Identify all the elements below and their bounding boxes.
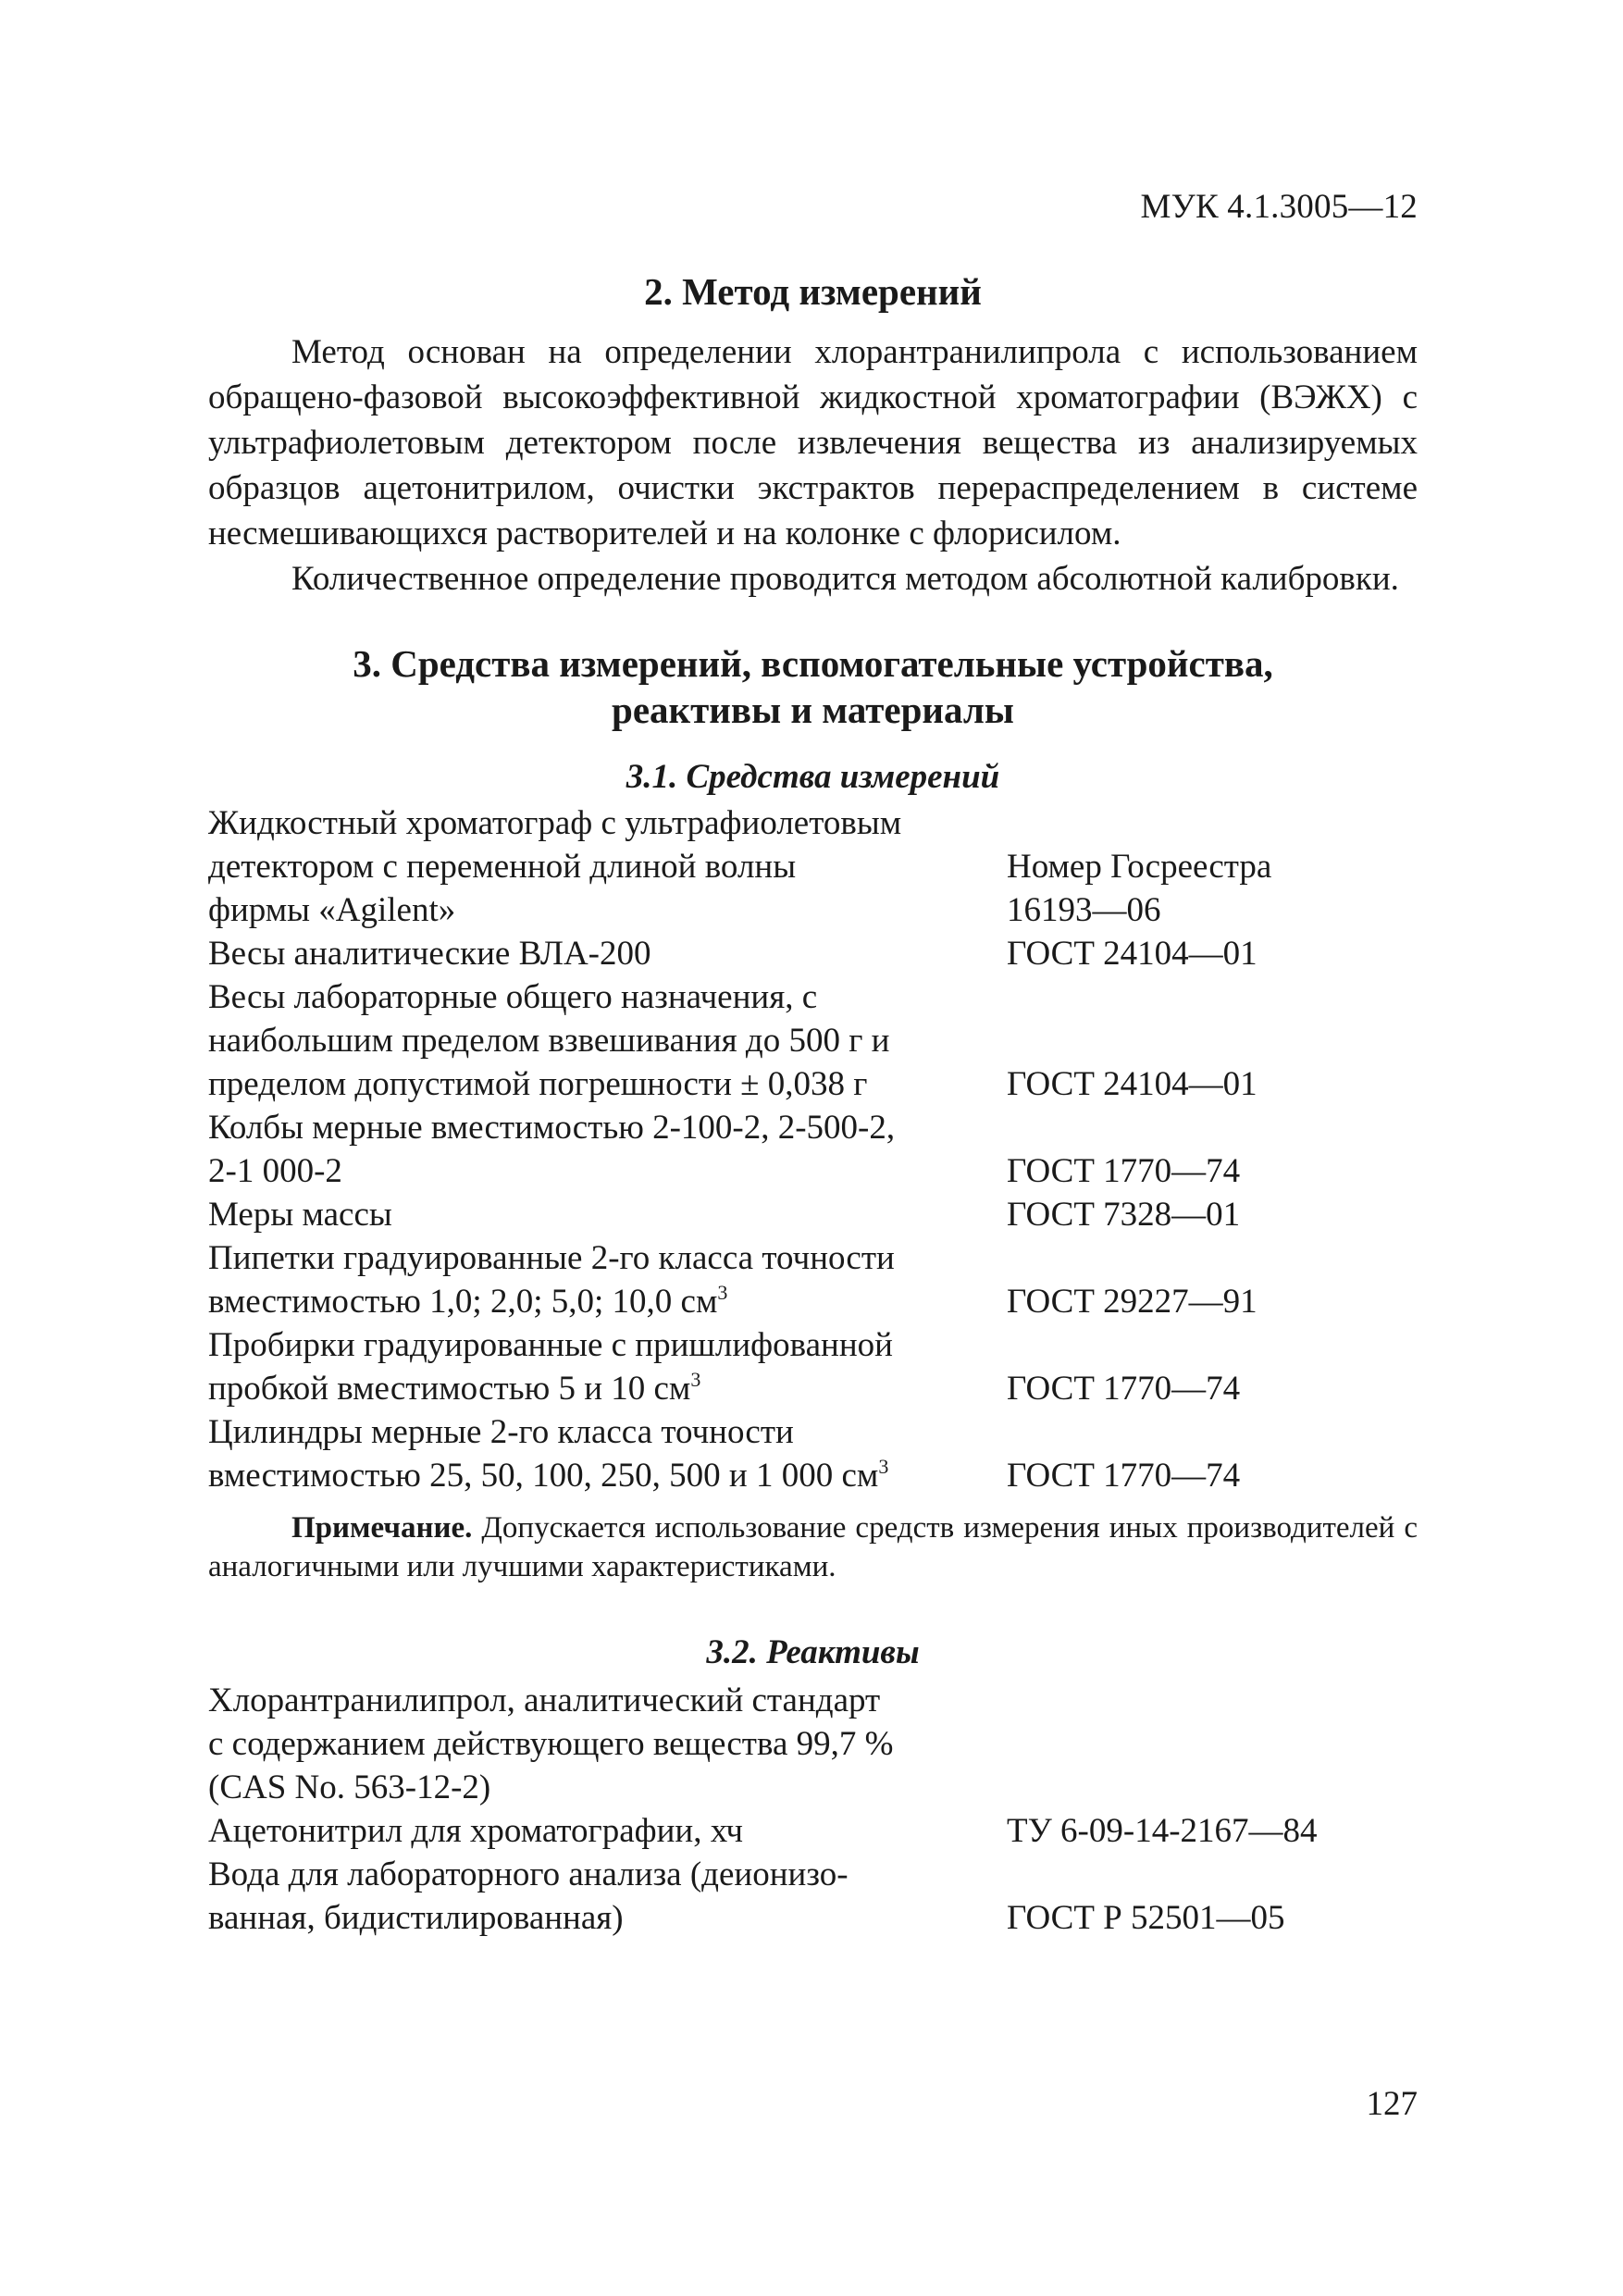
item-name-line	[208, 1019, 990, 1062]
section-2-paragraph-1: Метод основан на определении хлорантранилипрола с использованием обращено-фазовой высокоэффективной жидкостной хроматографии (ВЭЖХ) с ультрафиолетовым детектором после извлечения вещества из анализируемых образцов ацетонитрилом, очистки экстрактов перераспределением в системе несмешивающихся растворителей и на колонке с флорисилом.	[208, 333, 1418, 552]
item-name-line	[208, 1410, 990, 1454]
item-name-line	[208, 845, 990, 888]
item-standard-line: ТУ 6-09-14-2167—84	[1007, 1812, 1318, 1850]
table-row	[208, 1809, 1418, 1853]
item-name	[208, 1809, 1007, 1853]
item-name-text: Вода для лабораторного анализа (деионизо-	[208, 1855, 849, 1893]
item-name	[208, 1410, 1007, 1497]
item-name	[208, 1106, 1007, 1193]
item-name-text: Цилиндры мерные 2-го класса точности	[208, 1413, 794, 1451]
item-name-line	[208, 888, 990, 932]
item-standard	[1007, 1323, 1418, 1410]
section-2-title: 2. Метод измерений	[644, 270, 982, 313]
item-name-line	[208, 1454, 990, 1497]
unit-superscript: 3	[690, 1368, 701, 1391]
item-name-line	[208, 1323, 990, 1367]
unit-superscript: 3	[878, 1455, 889, 1478]
item-name-text: ванная, бидистилированная)	[208, 1899, 624, 1937]
item-name-text: Хлорантранилипрол, аналитический стандарт	[208, 1682, 881, 1719]
item-name-text: Колбы мерные вместимостью 2-100-2, 2-500-2,	[208, 1109, 896, 1147]
item-name-text: 2-1 000-2	[208, 1152, 342, 1190]
item-name-text: фирмы «Agilent»	[208, 891, 456, 929]
item-standard	[1007, 1236, 1418, 1323]
item-name-text: вместимостью 1,0; 2,0; 5,0; 10,0 см	[208, 1283, 718, 1321]
table-row	[208, 975, 1418, 1106]
item-name-line	[208, 1766, 990, 1809]
item-standard	[1007, 1106, 1418, 1193]
table-row	[208, 1106, 1418, 1193]
item-name-text: (CAS No. 563-12-2)	[208, 1769, 491, 1806]
item-name-line	[208, 1809, 990, 1853]
item-name-text: Пробирки градуированные с пришлифованной	[208, 1326, 893, 1364]
reagents-table	[208, 1679, 1418, 1940]
item-name-line	[208, 1236, 990, 1280]
item-name-text: Ацетонитрил для хроматографии, хч	[208, 1812, 743, 1850]
table-row	[208, 1410, 1418, 1497]
item-name-text: детектором с переменной длиной волны	[208, 848, 797, 886]
note-label: Примечание.	[291, 1511, 473, 1545]
item-name-text: Жидкостный хроматограф с ультрафиолетовым	[208, 804, 902, 842]
item-name-line	[208, 1896, 990, 1940]
section-2-paragraph-2: Количественное определение проводится методом абсолютной калибровки.	[291, 560, 1399, 598]
item-standard-line: ГОСТ Р 52501—05	[1007, 1899, 1285, 1937]
item-name-line	[208, 1106, 990, 1149]
item-name-line	[208, 1149, 990, 1193]
item-name-line	[208, 932, 990, 975]
section-3-title	[208, 640, 1418, 733]
page-number: 127	[1366, 2085, 1418, 2123]
item-standard-line: ГОСТ 1770—74	[1007, 1152, 1241, 1190]
item-name-line	[208, 1280, 990, 1323]
item-name-line	[208, 1722, 990, 1766]
table-row	[208, 1853, 1418, 1940]
item-standard	[1007, 975, 1418, 1106]
unit-superscript: 3	[717, 1281, 728, 1304]
item-name-line	[208, 801, 990, 845]
note	[208, 1508, 1418, 1586]
page-content	[208, 268, 1418, 1940]
item-name	[208, 1853, 1007, 1940]
item-name-line	[208, 975, 990, 1019]
item-name	[208, 1236, 1007, 1323]
item-name	[208, 801, 1007, 932]
item-standard	[1007, 1853, 1418, 1940]
item-name-line	[208, 1367, 990, 1410]
item-standard-line: Номер Госреестра	[1007, 848, 1272, 886]
item-standard	[1007, 1809, 1418, 1853]
item-standard-line: ГОСТ 24104—01	[1007, 935, 1258, 973]
table-row	[208, 1323, 1418, 1410]
table-row	[208, 1236, 1418, 1323]
item-name-text: пределом допустимой погрешности ± 0,038 г	[208, 1065, 868, 1103]
item-name-line	[208, 1062, 990, 1106]
section-3-title-line-2: реактивы и материалы	[612, 689, 1014, 731]
item-name-line	[208, 1193, 990, 1236]
item-name	[208, 932, 1007, 975]
subsection-3-1-title: 3.1. Средства измерений	[626, 758, 1000, 796]
item-standard	[1007, 1679, 1418, 1809]
item-name-line	[208, 1679, 990, 1722]
item-standard	[1007, 932, 1418, 975]
item-standard-line: ГОСТ 1770—74	[1007, 1457, 1241, 1495]
item-name-text: наибольшим пределом взвешивания до 500 г и	[208, 1022, 890, 1060]
table-row	[208, 932, 1418, 975]
item-name-line	[208, 1853, 990, 1896]
item-name	[208, 1323, 1007, 1410]
item-name-text: вместимостью 25, 50, 100, 250, 500 и 1 000 см	[208, 1457, 879, 1495]
item-standard-line: ГОСТ 7328—01	[1007, 1196, 1241, 1234]
item-standard-line: ГОСТ 1770—74	[1007, 1370, 1241, 1408]
item-name-text: пробкой вместимостью 5 и 10 см	[208, 1370, 691, 1408]
item-name-text: с содержанием действующего вещества 99,7 %	[208, 1725, 894, 1763]
table-row	[208, 1679, 1418, 1809]
section-3-title-line-1: 3. Средства измерений, вспомогательные устройства,	[353, 642, 1273, 685]
table-row	[208, 801, 1418, 932]
item-name	[208, 1193, 1007, 1236]
item-standard	[1007, 1410, 1418, 1497]
item-name	[208, 975, 1007, 1106]
item-standard-line: ГОСТ 29227—91	[1007, 1283, 1258, 1321]
document-code: МУК 4.1.3005—12	[1140, 188, 1418, 226]
item-name	[208, 1679, 1007, 1809]
item-name-text: Пипетки градуированные 2-го класса точности	[208, 1239, 895, 1277]
item-name-text: Меры массы	[208, 1196, 392, 1234]
item-standard-line: 16193—06	[1007, 891, 1161, 929]
measuring-instruments-table	[208, 801, 1418, 1497]
item-standard	[1007, 1193, 1418, 1236]
item-standard	[1007, 801, 1418, 932]
table-row	[208, 1193, 1418, 1236]
subsection-3-2-title: 3.2. Реактивы	[706, 1633, 920, 1671]
item-standard-line: ГОСТ 24104—01	[1007, 1065, 1258, 1103]
item-name-text: Весы аналитические ВЛА-200	[208, 935, 651, 973]
note-text: Допускается использование средств измерения иных производителей с аналогичными или лучшими характеристиками.	[208, 1511, 1418, 1583]
item-name-text: Весы лабораторные общего назначения, с	[208, 978, 818, 1016]
